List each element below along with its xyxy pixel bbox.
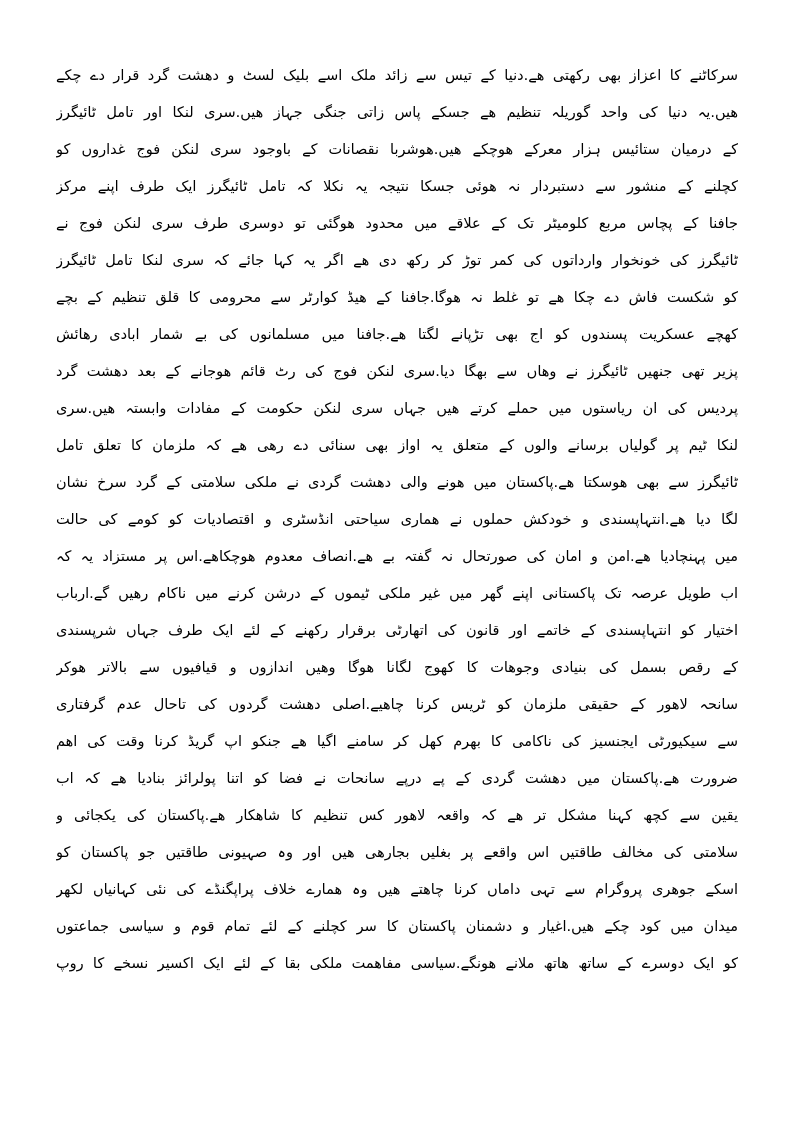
text-line: کو ایک دوسرے کے ساتھ ھاتھ ملانے ھونگے.سیاسی مفاھمت ملکی بقا کے لئے ایک اکسیر نسخے کا روپ [56, 956, 738, 972]
document-page [56, 58, 738, 1068]
text-line: سانحہ لاھور کے حقیقی ملزمان کو ٹریس کرنا چاھیے.اصلی دھشت گردوں کی تاحال عدم گرفتاری [56, 697, 738, 713]
text-line: سے سیکیورٹی ایجنسیز کی ناکامی کا بھرم کھل کر سامنے اگیا ھے جنکو اپ گریڈ کرنا وقت کی اھم [56, 734, 738, 750]
text-line: یقین سے کچھ کہنا مشکل تر ھے کہ واقعہ لاھور کس تنظیم کا شاھکار ھے.پاکستان کی یکجائی و [56, 808, 738, 824]
text-line: ٹائیگرز سے بھی ھوسکتا ھے.پاکستان میں ھونے والی دھشت گردی نے ملکی سلامتی کے گرد سرخ نشان [56, 475, 738, 491]
text-line: کچلنے کے منشور سے دستبردار نہ ھوئی جسکا نتیجہ یہ نکلا کہ تامل ٹائیگرز ایک طرف اپنے مرکز [56, 179, 738, 195]
text-line: اب طویل عرصہ تک پاکستانی اپنے گھر میں غیر ملکی ٹیموں کے درشن کرنے میں ناکام رھیں گے.ارباب [56, 586, 738, 602]
text-line: لنکا ٹیم پر گولیاں برسانے والوں کے متعلق یہ اواز بھی سنائی دے رھی ھے کہ ملزمان کا تعلق تامل [56, 438, 738, 454]
text-line: میدان میں کود چکے ھیں.اغیار و دشمنان پاکستان کا سر کچلنے کے لئے تمام قوم و سیاسی جماعتوں [56, 919, 738, 935]
text-line: ضرورت ھے.پاکستان میں دھشت گردی کے پے درپے سانحات نے فضا کو اتنا پولرائز بنادیا ھے کہ اب [56, 771, 738, 787]
text-line: اسکے جوھری پروگرام سے تہی داماں کرنا چاھتے ھیں وہ ھمارے خلاف پراپگنڈے کی نئی کہانیاں لکھر [56, 882, 738, 898]
text-line: لگا دیا ھے.انتہاپسندی و خودکش حملوں نے ھماری سیاحتی انڈسٹری و اقتصادیات کو کومے کی حالت [56, 512, 738, 528]
text-line: جافنا کے پچاس مربع کلومیٹر تک کے علاقے میں محدود ھوگئی تو دوسری طرف سری لنکن فوج نے [56, 216, 738, 232]
text-line: سلامتی کی مخالف طاقتیں اس واقعے پر بغلیں بجارھی ھیں اور وہ صہیونی طاقتیں جو پاکستان کو [56, 845, 738, 861]
text-line: پزیر تھی جنھیں ٹائیگرز نے وھاں سے بھگا دیا.سری لنکن فوج کی رٹ قائم ھوجانے کے بعد دھشت گرد [56, 364, 738, 380]
text-line: ٹائیگرز کی خونخوار وارداتوں کی کمر توڑ کر رکھ دی ھے اگر یہ کہا جائے کہ سری لنکا تامل ٹائیگرز [56, 253, 738, 269]
text-line: کھچے عسکریت پسندوں کو اج بھی تڑپانے لگتا ھے.جافنا میں مسلمانوں کی بے شمار ابادی رھائش [56, 327, 738, 343]
text-line: کو شکست فاش دے چکا ھے تو غلط نہ ھوگا.جافنا کے ھیڈ کوارٹر سے محرومی کا قلق تنظیم کے بچے [56, 290, 738, 306]
text-line: پردیس کی ان ریاستوں میں حملے کرتے ھیں جہاں سری لنکن حکومت کے مفادات وابستہ ھیں.سری [56, 401, 738, 417]
text-line: کے رقص بسمل کی بنیادی وجوھات کا کھوج لگانا ھوگا وھیں اندازوں و قیافیوں سے بالاتر ھوکر [56, 660, 738, 676]
text-line: سرکاٹنے کا اعزاز بھی رکھتی ھے.دنیا کے تیس سے زائد ملک اسے بلیک لسٹ و دھشت گرد قرار دے چکے [56, 68, 738, 84]
text-line: میں پہنچادیا ھے.امن و امان کی صورتحال نہ گفتہ بے ھے.انصاف معدوم ھوچکاھے.اس پر مستزاد یہ کہ [56, 549, 738, 565]
text-line: کے درمیان ستائیس ہزار معرکے ھوچکے ھیں.ھوشربا نقصانات کے باوجود سری لنکن فوج غداروں کو [56, 142, 738, 158]
text-line: ھیں.یہ دنیا کی واحد گوریلہ تنظیم ھے جسکے پاس زاتی جنگی جہاز ھیں.سری لنکا اور تامل ٹائیگرز [56, 105, 738, 121]
text-line: اختیار کو انتہاپسندی کے خاتمے اور قانون کی اتھارٹی برقرار رکھنے کے لئے ایک طرف جہاں شرپسندی [56, 623, 738, 639]
